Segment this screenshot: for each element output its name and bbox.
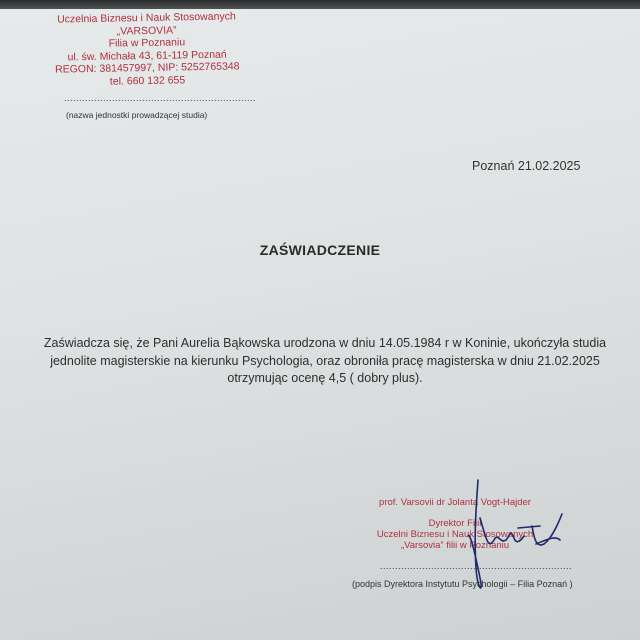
institution-stamp — [31, 10, 262, 89]
stamp-line: tel. 660 132 655 — [109, 73, 186, 88]
signature-caption: (podpis Dyrektora Instytutu Psychologii – Filia Poznań ) — [352, 579, 573, 589]
signer-title: Dyrektor Filii — [428, 518, 482, 529]
stamp-line: Uczelnia Biznesu i Nauk Stosowanych — [57, 10, 236, 26]
handwritten-signature — [440, 478, 580, 598]
stamp-line: Filia w Poznaniu — [108, 36, 186, 50]
unit-caption: (nazwa jednostki prowadzącej studia) — [66, 110, 208, 120]
signer-title: „Varsovia” filii w Poznaniu — [400, 540, 510, 551]
document-title: ZAŚWIADCZENIE — [259, 242, 381, 258]
stamp-line: REGON: 381457997, NIP: 5252765348 — [54, 60, 240, 76]
signature-dotted-line: ................................................................ — [380, 561, 573, 571]
document-date: Poznań 21.02.2025 — [472, 159, 581, 173]
dotted-line: ................................................................ — [64, 93, 257, 103]
stamp-line: „VARSOVIA” — [116, 23, 177, 38]
stamp-line: ul. św. Michała 43, 61-119 Poznań — [67, 48, 227, 63]
signer-name: prof. Varsovii dr Jolanta Vogt-Hajder — [379, 497, 531, 508]
signer-title: Uczelni Biznesu i Nauk Stosowanych — [376, 529, 534, 540]
document-body: Zaświadcza się, że Pani Aurelia Bąkowska urodzona w dniu 14.05.1984 r w Koninie, ukończyła studia jednolite magisterskie na kierunku Psychologia, oraz obroniła pracę magisterska w dniu 21.02.2025 otrzymując ocenę 4,5 ( dobry plus). — [43, 336, 607, 385]
photo-background-edge — [0, 0, 640, 9]
